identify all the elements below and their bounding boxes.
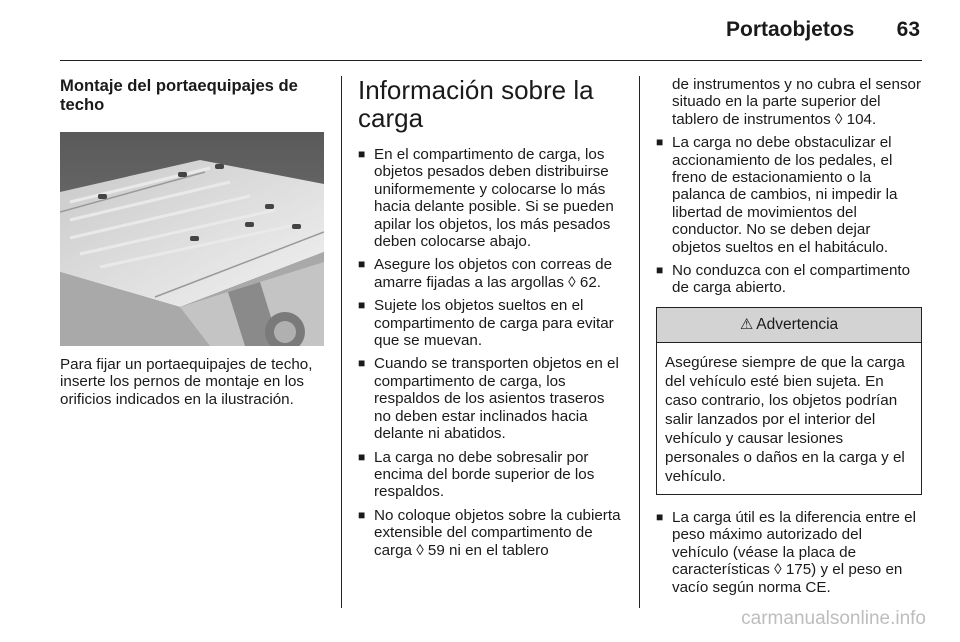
warning-body: Asegúrese siempre de que la carga del vehículo esté bien sujeta. En caso contrario, los objetos podrían salir lanzados por el interior del vehículo y causar lesiones personales o daños en la carga y el vehículo. [665, 353, 905, 485]
list-item: ■ La carga útil es la diferencia entre el peso máximo autorizado del vehículo (véase la placa de características ◊ 175) y el peso en vacío según norma CE. [656, 508, 916, 596]
bullet-icon: ■ [358, 356, 366, 371]
bullet-icon: ■ [358, 298, 366, 313]
middle-column [358, 76, 623, 565]
bullet-icon: ■ [358, 147, 366, 161]
list-item: ■ Asegure los objetos con correas de amarre fijadas a las argollas ◊ 62. [358, 256, 613, 291]
header-title: Portaobjetos [726, 18, 855, 41]
list-item: ■ La carga no debe sobresalir por encima del borde superior de los respaldos. [358, 448, 595, 501]
warning-title: Advertencia [756, 315, 839, 333]
continued-text: de instrumentos y no cubra el sensor situado en la parte superior del tablero de instrumentos ◊ 104. [672, 76, 922, 128]
bullet-icon: ■ [358, 507, 366, 522]
bullet-icon: ■ [656, 135, 664, 150]
roof-rack-illustration [60, 132, 324, 346]
bullet-icon: ■ [358, 449, 366, 464]
page-number: 63 [896, 18, 920, 41]
bullet-icon: ■ [656, 509, 664, 524]
list-item: ■ La carga no debe obstaculizar el accionamiento de los pedales, el freno de estacionamiento o la palanca de cambios, ni impedir la libertad de movimientos del conductor. No se deben dejar objetos sueltos en el habitáculo. [656, 134, 898, 256]
watermark: carmanualsonline.info [741, 608, 926, 629]
bullet-icon: ■ [358, 257, 366, 272]
column-divider-2 [639, 76, 640, 608]
list-item: ■ Cuando se transporten objetos en el compartimento de carga, los respaldos de los asientos traseros no deben estar inclinados hacia delante ni abatidos. [358, 355, 619, 443]
right-column [656, 76, 922, 602]
bullet-icon: ■ [656, 263, 664, 278]
section-heading-load-info: Información sobre la carga [358, 75, 594, 133]
section-heading-roof-rack: Montaje del portaequipajes de techo [60, 76, 298, 114]
warning-box [656, 307, 922, 495]
illustration-caption: Para fijar un portaequipajes de techo, inserte los pernos de montaje en los orificios indicados en la ilustración. [60, 356, 313, 408]
list-item: ■ No coloque objetos sobre la cubierta extensible del compartimento de carga ◊ 59 ni en el tablero [358, 506, 621, 559]
column-divider-1 [341, 76, 342, 608]
header-rule [60, 60, 922, 61]
list-item: ■ No conduzca con el compartimento de carga abierto. [656, 262, 911, 297]
list-item: ■ Sujete los objetos sueltos en el compartimento de carga para evitar que se muevan. [358, 297, 614, 350]
list-item: ■ En el compartimento de carga, los objetos pesados deben distribuirse uniformemente y colocarse lo más hacia delante posible. Si se pueden apilar los objetos, los más pesados deben colocarse abajo. [358, 146, 614, 251]
warning-triangle-icon: ⚠ [739, 315, 754, 333]
warning-header [657, 308, 921, 343]
left-column [60, 76, 324, 423]
